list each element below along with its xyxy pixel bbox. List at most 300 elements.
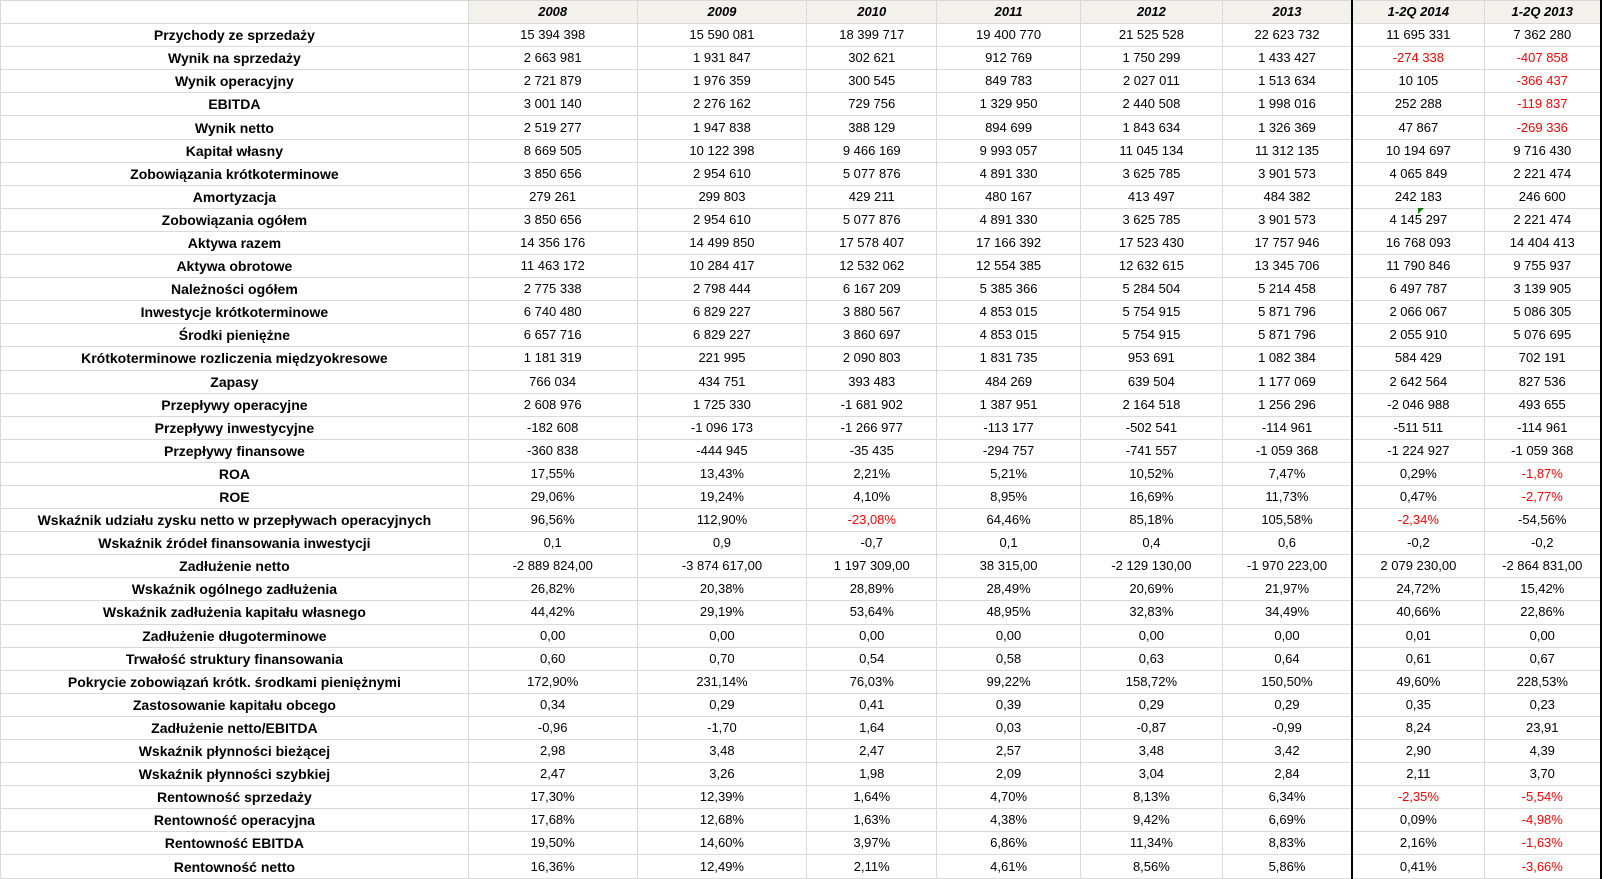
data-cell[interactable]: 11,73% — [1222, 485, 1352, 508]
data-cell[interactable]: 112,90% — [637, 509, 807, 532]
data-cell[interactable]: 29,06% — [468, 485, 637, 508]
data-cell[interactable]: 2 954 610 — [637, 162, 807, 185]
data-cell[interactable]: 2,47 — [468, 763, 637, 786]
data-cell[interactable]: 32,83% — [1080, 601, 1222, 624]
data-cell[interactable]: 8,13% — [1080, 786, 1222, 809]
data-cell[interactable]: -741 557 — [1080, 439, 1222, 462]
column-header-1-2q-2014[interactable]: 1-2Q 2014 — [1352, 1, 1484, 24]
data-cell[interactable]: 3 850 656 — [468, 208, 637, 231]
data-cell[interactable]: 3 850 656 — [468, 162, 637, 185]
data-cell[interactable]: 639 504 — [1080, 370, 1222, 393]
data-cell[interactable]: -1 059 368 — [1484, 439, 1601, 462]
data-cell[interactable]: 48,95% — [937, 601, 1081, 624]
row-label-cell[interactable]: ROA — [1, 462, 469, 485]
data-cell[interactable]: 0,00 — [1484, 624, 1601, 647]
data-cell[interactable]: 4 891 330 — [937, 208, 1081, 231]
data-cell[interactable]: 105,58% — [1222, 509, 1352, 532]
data-cell[interactable]: -2 046 988 — [1352, 393, 1484, 416]
row-label-cell[interactable]: Wskaźnik płynności bieżącej — [1, 740, 469, 763]
data-cell[interactable]: 5 077 876 — [807, 162, 937, 185]
data-cell[interactable]: 5 754 915 — [1080, 301, 1222, 324]
data-cell[interactable]: 279 261 — [468, 185, 637, 208]
data-cell[interactable]: 242 183 — [1352, 185, 1484, 208]
row-label-cell[interactable]: Zapasy — [1, 370, 469, 393]
data-cell[interactable]: -0,2 — [1352, 532, 1484, 555]
data-cell[interactable]: 2,98 — [468, 740, 637, 763]
data-cell[interactable]: 2 055 910 — [1352, 324, 1484, 347]
data-cell[interactable]: 21,97% — [1222, 578, 1352, 601]
data-cell[interactable]: -3,66% — [1484, 855, 1601, 878]
data-cell[interactable]: 3,04 — [1080, 763, 1222, 786]
row-label-cell[interactable]: Rentowność netto — [1, 855, 469, 878]
row-label-cell[interactable]: Środki pieniężne — [1, 324, 469, 347]
data-cell[interactable]: 16,69% — [1080, 485, 1222, 508]
data-cell[interactable]: 0,6 — [1222, 532, 1352, 555]
data-cell[interactable]: 18 399 717 — [807, 24, 937, 47]
data-cell[interactable]: 15 394 398 — [468, 24, 637, 47]
data-cell[interactable]: 5 754 915 — [1080, 324, 1222, 347]
data-cell[interactable]: 6 829 227 — [637, 301, 807, 324]
row-label-cell[interactable]: Amortyzacja — [1, 185, 469, 208]
data-cell[interactable]: 8,56% — [1080, 855, 1222, 878]
data-cell[interactable]: 0,01 — [1352, 624, 1484, 647]
row-label-cell[interactable]: Zobowiązania ogółem — [1, 208, 469, 231]
row-label-cell[interactable]: Przychody ze sprzedaży — [1, 24, 469, 47]
data-cell[interactable]: 1 947 838 — [637, 116, 807, 139]
data-cell[interactable]: 11 463 172 — [468, 255, 637, 278]
data-cell[interactable]: 22 623 732 — [1222, 24, 1352, 47]
column-header-2012[interactable]: 2012 — [1080, 1, 1222, 24]
data-cell[interactable]: 2,11% — [807, 855, 937, 878]
data-cell[interactable]: -274 338 — [1352, 47, 1484, 70]
data-cell[interactable]: 20,69% — [1080, 578, 1222, 601]
row-label-cell[interactable]: Zobowiązania krótkoterminowe — [1, 162, 469, 185]
data-cell[interactable]: 76,03% — [807, 670, 937, 693]
data-cell[interactable]: 10 122 398 — [637, 139, 807, 162]
data-cell[interactable]: 17 523 430 — [1080, 231, 1222, 254]
data-cell[interactable]: 11,34% — [1080, 832, 1222, 855]
row-label-cell[interactable]: Kapitał własny — [1, 139, 469, 162]
data-cell[interactable]: 912 769 — [937, 47, 1081, 70]
data-cell[interactable]: -0,87 — [1080, 716, 1222, 739]
column-header-2013[interactable]: 2013 — [1222, 1, 1352, 24]
data-cell[interactable]: 47 867 — [1352, 116, 1484, 139]
row-label-cell[interactable]: Wskaźnik zadłużenia kapitału własnego — [1, 601, 469, 624]
data-cell[interactable]: 1 177 069 — [1222, 370, 1352, 393]
data-cell[interactable]: 10 105 — [1352, 70, 1484, 93]
data-cell[interactable]: 28,49% — [937, 578, 1081, 601]
data-cell[interactable]: 10 194 697 — [1352, 139, 1484, 162]
row-label-cell[interactable]: ROE — [1, 485, 469, 508]
data-cell[interactable]: -114 961 — [1222, 416, 1352, 439]
data-cell[interactable]: 729 756 — [807, 93, 937, 116]
data-cell[interactable]: 2,90 — [1352, 740, 1484, 763]
data-cell[interactable]: 6,69% — [1222, 809, 1352, 832]
data-cell[interactable]: 10 284 417 — [637, 255, 807, 278]
data-cell[interactable]: -2 864 831,00 — [1484, 555, 1601, 578]
data-cell[interactable]: 0,58 — [937, 647, 1081, 670]
data-cell[interactable]: 12,68% — [637, 809, 807, 832]
data-cell[interactable]: 2 440 508 — [1080, 93, 1222, 116]
data-cell[interactable]: 5 871 796 — [1222, 301, 1352, 324]
data-cell[interactable]: 1 433 427 — [1222, 47, 1352, 70]
data-cell[interactable]: 2 221 474 — [1484, 208, 1601, 231]
data-cell[interactable]: 584 429 — [1352, 347, 1484, 370]
data-cell[interactable]: 0,1 — [937, 532, 1081, 555]
data-cell[interactable]: 0,29 — [1080, 693, 1222, 716]
data-cell[interactable]: 827 536 — [1484, 370, 1601, 393]
data-cell[interactable]: 12 632 615 — [1080, 255, 1222, 278]
data-cell[interactable]: 2 954 610 — [637, 208, 807, 231]
data-cell[interactable]: 413 497 — [1080, 185, 1222, 208]
data-cell[interactable]: -366 437 — [1484, 70, 1601, 93]
data-cell[interactable]: -23,08% — [807, 509, 937, 532]
data-cell[interactable]: 9 993 057 — [937, 139, 1081, 162]
data-cell[interactable]: 0,41 — [807, 693, 937, 716]
data-cell[interactable]: 0,41% — [1352, 855, 1484, 878]
data-cell[interactable]: 11 045 134 — [1080, 139, 1222, 162]
data-cell[interactable]: 1 843 634 — [1080, 116, 1222, 139]
data-cell[interactable]: 2 079 230,00 — [1352, 555, 1484, 578]
data-cell[interactable]: 0,23 — [1484, 693, 1601, 716]
data-cell[interactable]: 96,56% — [468, 509, 637, 532]
data-cell[interactable]: 12,49% — [637, 855, 807, 878]
data-cell[interactable]: -407 858 — [1484, 47, 1601, 70]
data-cell[interactable]: 8,83% — [1222, 832, 1352, 855]
data-cell[interactable]: 12 554 385 — [937, 255, 1081, 278]
data-cell[interactable]: 246 600 — [1484, 185, 1601, 208]
data-cell[interactable]: 4,39 — [1484, 740, 1601, 763]
data-cell[interactable]: 0,00 — [637, 624, 807, 647]
data-cell[interactable]: 4 065 849 — [1352, 162, 1484, 185]
data-cell[interactable]: 4 853 015 — [937, 324, 1081, 347]
data-cell[interactable]: 0,70 — [637, 647, 807, 670]
data-cell[interactable]: -444 945 — [637, 439, 807, 462]
row-label-cell[interactable]: Należności ogółem — [1, 278, 469, 301]
data-cell[interactable]: 231,14% — [637, 670, 807, 693]
header-corner-cell[interactable] — [1, 1, 469, 24]
data-cell[interactable]: 23,91 — [1484, 716, 1601, 739]
data-cell[interactable]: 300 545 — [807, 70, 937, 93]
data-cell[interactable]: 252 288 — [1352, 93, 1484, 116]
data-cell[interactable]: -269 336 — [1484, 116, 1601, 139]
data-cell[interactable]: 0,29 — [637, 693, 807, 716]
data-cell[interactable]: -0,96 — [468, 716, 637, 739]
data-cell[interactable]: -4,98% — [1484, 809, 1601, 832]
row-label-cell[interactable]: Wynik netto — [1, 116, 469, 139]
data-cell[interactable]: 19,50% — [468, 832, 637, 855]
data-cell[interactable]: 99,22% — [937, 670, 1081, 693]
data-cell[interactable]: 13,43% — [637, 462, 807, 485]
data-cell[interactable]: 0,9 — [637, 532, 807, 555]
data-cell[interactable]: -1 096 173 — [637, 416, 807, 439]
data-cell[interactable]: 3,26 — [637, 763, 807, 786]
data-cell[interactable]: 388 129 — [807, 116, 937, 139]
data-cell[interactable]: 5,86% — [1222, 855, 1352, 878]
data-cell[interactable]: 0,35 — [1352, 693, 1484, 716]
data-cell[interactable]: 2 721 879 — [468, 70, 637, 93]
data-cell[interactable]: 5 077 876 — [807, 208, 937, 231]
data-cell[interactable]: 228,53% — [1484, 670, 1601, 693]
data-cell[interactable]: -2,34% — [1352, 509, 1484, 532]
data-cell[interactable]: 2 090 803 — [807, 347, 937, 370]
data-cell[interactable]: -1,70 — [637, 716, 807, 739]
data-cell[interactable]: 3 901 573 — [1222, 162, 1352, 185]
data-cell[interactable]: 299 803 — [637, 185, 807, 208]
data-cell[interactable]: 28,89% — [807, 578, 937, 601]
data-cell[interactable]: 3,70 — [1484, 763, 1601, 786]
data-cell[interactable]: 0,39 — [937, 693, 1081, 716]
data-cell[interactable]: 3,42 — [1222, 740, 1352, 763]
data-cell[interactable]: 15 590 081 — [637, 24, 807, 47]
data-cell[interactable]: 3 880 567 — [807, 301, 937, 324]
data-cell[interactable]: 1 998 016 — [1222, 93, 1352, 116]
data-cell[interactable]: 2 276 162 — [637, 93, 807, 116]
column-header-2010[interactable]: 2010 — [807, 1, 937, 24]
data-cell[interactable]: 14 404 413 — [1484, 231, 1601, 254]
data-cell[interactable]: 0,1 — [468, 532, 637, 555]
data-cell[interactable]: -1,87% — [1484, 462, 1601, 485]
data-cell[interactable]: 17 757 946 — [1222, 231, 1352, 254]
data-cell[interactable]: -119 837 — [1484, 93, 1601, 116]
data-cell[interactable]: 38 315,00 — [937, 555, 1081, 578]
data-cell[interactable]: 6 167 209 — [807, 278, 937, 301]
column-header-2008[interactable]: 2008 — [468, 1, 637, 24]
data-cell[interactable]: 6 657 716 — [468, 324, 637, 347]
row-label-cell[interactable]: Wynik operacyjny — [1, 70, 469, 93]
data-cell[interactable]: -3 874 617,00 — [637, 555, 807, 578]
data-cell[interactable]: 2,21% — [807, 462, 937, 485]
data-cell[interactable]: 3 860 697 — [807, 324, 937, 347]
data-cell[interactable]: 1 513 634 — [1222, 70, 1352, 93]
data-cell[interactable]: -54,56% — [1484, 509, 1601, 532]
data-cell[interactable]: 8,24 — [1352, 716, 1484, 739]
data-cell[interactable]: -114 961 — [1484, 416, 1601, 439]
data-cell[interactable]: 9 466 169 — [807, 139, 937, 162]
data-cell[interactable]: 0,00 — [807, 624, 937, 647]
data-cell[interactable]: 29,19% — [637, 601, 807, 624]
data-cell[interactable]: 16 768 093 — [1352, 231, 1484, 254]
data-cell[interactable]: -2,35% — [1352, 786, 1484, 809]
data-cell[interactable]: -2 129 130,00 — [1080, 555, 1222, 578]
data-cell[interactable]: 4,70% — [937, 786, 1081, 809]
row-label-cell[interactable]: Wskaźnik ogólnego zadłużenia — [1, 578, 469, 601]
data-cell[interactable]: 4,38% — [937, 809, 1081, 832]
data-cell[interactable]: 1,63% — [807, 809, 937, 832]
data-cell[interactable]: 17,55% — [468, 462, 637, 485]
data-cell[interactable]: 2,09 — [937, 763, 1081, 786]
data-cell[interactable]: -113 177 — [937, 416, 1081, 439]
data-cell[interactable]: 5 284 504 — [1080, 278, 1222, 301]
data-cell[interactable]: 5 086 305 — [1484, 301, 1601, 324]
data-cell[interactable]: 172,90% — [468, 670, 637, 693]
data-cell[interactable]: 1 197 309,00 — [807, 555, 937, 578]
data-cell[interactable]: 953 691 — [1080, 347, 1222, 370]
data-cell[interactable]: 5 076 695 — [1484, 324, 1601, 347]
data-cell[interactable]: 9 755 937 — [1484, 255, 1601, 278]
data-cell[interactable]: 5 214 458 — [1222, 278, 1352, 301]
data-cell[interactable]: 16,36% — [468, 855, 637, 878]
data-cell[interactable]: 434 751 — [637, 370, 807, 393]
data-cell[interactable]: 22,86% — [1484, 601, 1601, 624]
data-cell[interactable]: 5 871 796 — [1222, 324, 1352, 347]
data-cell[interactable]: 1 931 847 — [637, 47, 807, 70]
data-cell[interactable]: 7 362 280 — [1484, 24, 1601, 47]
data-cell[interactable]: 17 578 407 — [807, 231, 937, 254]
data-cell[interactable]: 0,09% — [1352, 809, 1484, 832]
data-cell[interactable]: 1 831 735 — [937, 347, 1081, 370]
data-cell[interactable]: 2,84 — [1222, 763, 1352, 786]
data-cell[interactable]: 0,03 — [937, 716, 1081, 739]
data-cell[interactable]: 2 164 518 — [1080, 393, 1222, 416]
data-cell[interactable]: -0,2 — [1484, 532, 1601, 555]
data-cell[interactable]: 21 525 528 — [1080, 24, 1222, 47]
data-cell[interactable]: 2 663 981 — [468, 47, 637, 70]
data-cell[interactable]: 2 798 444 — [637, 278, 807, 301]
data-cell[interactable]: 8 669 505 — [468, 139, 637, 162]
data-cell[interactable]: 34,49% — [1222, 601, 1352, 624]
data-cell[interactable]: -294 757 — [937, 439, 1081, 462]
data-cell[interactable]: 493 655 — [1484, 393, 1601, 416]
data-cell[interactable]: 5 385 366 — [937, 278, 1081, 301]
row-label-cell[interactable]: Krótkoterminowe rozliczenia międzyokresowe — [1, 347, 469, 370]
data-cell[interactable]: 4 891 330 — [937, 162, 1081, 185]
data-cell[interactable]: 5,21% — [937, 462, 1081, 485]
data-cell[interactable]: 4,61% — [937, 855, 1081, 878]
data-cell[interactable]: 0,64 — [1222, 647, 1352, 670]
data-cell[interactable]: 64,46% — [937, 509, 1081, 532]
data-cell[interactable]: 9 716 430 — [1484, 139, 1601, 162]
data-cell[interactable]: 0,29 — [1222, 693, 1352, 716]
data-cell[interactable]: -1 224 927 — [1352, 439, 1484, 462]
data-cell[interactable]: 6,86% — [937, 832, 1081, 855]
data-cell[interactable]: 2,57 — [937, 740, 1081, 763]
row-label-cell[interactable]: Przepływy operacyjne — [1, 393, 469, 416]
row-label-cell[interactable]: Zastosowanie kapitału obcego — [1, 693, 469, 716]
data-cell[interactable]: 3 001 140 — [468, 93, 637, 116]
row-label-cell[interactable]: Przepływy inwestycyjne — [1, 416, 469, 439]
row-label-cell[interactable]: Zadłużenie netto — [1, 555, 469, 578]
data-cell[interactable]: 24,72% — [1352, 578, 1484, 601]
data-cell[interactable]: 12,39% — [637, 786, 807, 809]
data-cell[interactable]: 0,00 — [1080, 624, 1222, 647]
data-cell[interactable]: 1,64 — [807, 716, 937, 739]
data-cell[interactable]: 0,00 — [468, 624, 637, 647]
row-label-cell[interactable]: Wskaźnik źródeł finansowania inwestycji — [1, 532, 469, 555]
data-cell[interactable]: -502 541 — [1080, 416, 1222, 439]
data-cell[interactable]: 85,18% — [1080, 509, 1222, 532]
data-cell[interactable]: 1 329 950 — [937, 93, 1081, 116]
data-cell[interactable]: 480 167 — [937, 185, 1081, 208]
column-header-1-2q-2013[interactable]: 1-2Q 2013 — [1484, 1, 1601, 24]
data-cell[interactable]: 1,98 — [807, 763, 937, 786]
data-cell[interactable]: 2 519 277 — [468, 116, 637, 139]
data-cell[interactable]: 9,42% — [1080, 809, 1222, 832]
row-label-cell[interactable]: Pokrycie zobowiązań krótk. środkami pieniężnymi — [1, 670, 469, 693]
data-cell[interactable]: 0,63 — [1080, 647, 1222, 670]
data-cell[interactable]: 2 221 474 — [1484, 162, 1601, 185]
data-cell[interactable]: -1 970 223,00 — [1222, 555, 1352, 578]
data-cell[interactable]: 3 625 785 — [1080, 208, 1222, 231]
data-cell[interactable]: 40,66% — [1352, 601, 1484, 624]
data-cell[interactable]: 894 699 — [937, 116, 1081, 139]
data-cell[interactable]: 6 740 480 — [468, 301, 637, 324]
data-cell[interactable]: 11 695 331 — [1352, 24, 1484, 47]
data-cell[interactable]: 4,10% — [807, 485, 937, 508]
data-cell[interactable]: 8,95% — [937, 485, 1081, 508]
data-cell[interactable]: -511 511 — [1352, 416, 1484, 439]
data-cell[interactable]: 2 066 067 — [1352, 301, 1484, 324]
row-label-cell[interactable]: Inwestycje krótkoterminowe — [1, 301, 469, 324]
data-cell[interactable]: 2 642 564 — [1352, 370, 1484, 393]
data-cell[interactable]: 2,11 — [1352, 763, 1484, 786]
row-label-cell[interactable]: Rentowność EBITDA — [1, 832, 469, 855]
column-header-2009[interactable]: 2009 — [637, 1, 807, 24]
data-cell[interactable]: -1 266 977 — [807, 416, 937, 439]
data-cell[interactable]: 3 139 905 — [1484, 278, 1601, 301]
data-cell[interactable]: 766 034 — [468, 370, 637, 393]
data-cell[interactable]: -1 059 368 — [1222, 439, 1352, 462]
column-header-2011[interactable]: 2011 — [937, 1, 1081, 24]
data-cell[interactable]: 221 995 — [637, 347, 807, 370]
data-cell[interactable]: 13 345 706 — [1222, 255, 1352, 278]
data-cell[interactable]: -35 435 — [807, 439, 937, 462]
row-label-cell[interactable]: Zadłużenie długoterminowe — [1, 624, 469, 647]
data-cell[interactable]: 44,42% — [468, 601, 637, 624]
data-cell[interactable]: -1,63% — [1484, 832, 1601, 855]
row-label-cell[interactable]: Aktywa obrotowe — [1, 255, 469, 278]
row-label-cell[interactable]: Aktywa razem — [1, 231, 469, 254]
data-cell[interactable]: 26,82% — [468, 578, 637, 601]
data-cell[interactable]: 1 082 384 — [1222, 347, 1352, 370]
data-cell[interactable]: 2,16% — [1352, 832, 1484, 855]
data-cell[interactable]: -0,7 — [807, 532, 937, 555]
data-cell[interactable]: 0,47% — [1352, 485, 1484, 508]
data-cell[interactable]: 1 256 296 — [1222, 393, 1352, 416]
row-label-cell[interactable]: Rentowność sprzedaży — [1, 786, 469, 809]
data-cell[interactable]: 17,68% — [468, 809, 637, 832]
data-cell[interactable]: 4 853 015 — [937, 301, 1081, 324]
data-cell[interactable]: 14 499 850 — [637, 231, 807, 254]
data-cell[interactable]: 2 608 976 — [468, 393, 637, 416]
data-cell[interactable]: 14,60% — [637, 832, 807, 855]
data-cell[interactable]: 17,30% — [468, 786, 637, 809]
data-cell[interactable]: 6,34% — [1222, 786, 1352, 809]
row-label-cell[interactable]: EBITDA — [1, 93, 469, 116]
data-cell[interactable]: 2,47 — [807, 740, 937, 763]
data-cell[interactable]: 849 783 — [937, 70, 1081, 93]
row-label-cell[interactable]: Wskaźnik udziału zysku netto w przepływach operacyjnych — [1, 509, 469, 532]
data-cell[interactable]: 11 790 846 — [1352, 255, 1484, 278]
data-cell[interactable]: 19,24% — [637, 485, 807, 508]
data-cell[interactable]: 1 387 951 — [937, 393, 1081, 416]
data-cell[interactable]: 0,54 — [807, 647, 937, 670]
row-label-cell[interactable]: Zadłużenie netto/EBITDA — [1, 716, 469, 739]
data-cell[interactable]: 0,34 — [468, 693, 637, 716]
data-cell[interactable]: 3 901 573 — [1222, 208, 1352, 231]
data-cell[interactable]: 0,29% — [1352, 462, 1484, 485]
data-cell[interactable]: 1 181 319 — [468, 347, 637, 370]
data-cell[interactable]: 1 725 330 — [637, 393, 807, 416]
data-cell[interactable]: 2 775 338 — [468, 278, 637, 301]
data-cell[interactable]: 1,64% — [807, 786, 937, 809]
data-cell[interactable]: 19 400 770 — [937, 24, 1081, 47]
data-cell[interactable]: 702 191 — [1484, 347, 1601, 370]
data-cell[interactable]: 429 211 — [807, 185, 937, 208]
data-cell[interactable]: -1 681 902 — [807, 393, 937, 416]
row-label-cell[interactable]: Wskaźnik płynności szybkiej — [1, 763, 469, 786]
data-cell[interactable]: 17 166 392 — [937, 231, 1081, 254]
